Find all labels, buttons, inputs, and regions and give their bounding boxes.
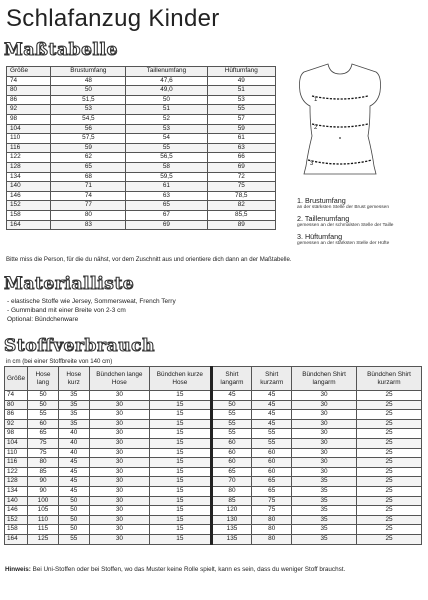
table-cell: 60 bbox=[211, 438, 252, 448]
table-row bbox=[7, 201, 276, 211]
table-row bbox=[7, 86, 276, 96]
table-row bbox=[7, 210, 276, 220]
table-cell: 116 bbox=[5, 458, 28, 468]
table-cell: 57 bbox=[207, 114, 275, 124]
material-item: Optional: Bündchenware bbox=[7, 315, 79, 323]
table-cell: 68 bbox=[51, 172, 126, 182]
table-cell: 30 bbox=[292, 467, 357, 477]
table-row bbox=[5, 477, 422, 487]
table-cell: 51 bbox=[207, 86, 275, 96]
table-cell: 80 bbox=[252, 515, 292, 525]
table-row bbox=[5, 467, 422, 477]
table-cell: 15 bbox=[150, 467, 211, 477]
table-cell: 74 bbox=[5, 391, 28, 401]
table-cell: 45 bbox=[252, 400, 292, 410]
column-header: Hüftumfang bbox=[207, 67, 275, 77]
table-cell: 140 bbox=[7, 182, 51, 192]
table-cell: 25 bbox=[357, 515, 422, 525]
table-cell: 30 bbox=[292, 458, 357, 468]
table-cell: 80 bbox=[7, 86, 51, 96]
table-row bbox=[7, 95, 276, 105]
table-cell: 45 bbox=[58, 467, 89, 477]
stoff-table bbox=[4, 366, 422, 545]
table-cell: 30 bbox=[292, 419, 357, 429]
table-cell: 92 bbox=[7, 105, 51, 115]
table-cell: 15 bbox=[150, 496, 211, 506]
table-cell: 110 bbox=[5, 448, 28, 458]
table-cell: 15 bbox=[150, 515, 211, 525]
column-header: Hose lang bbox=[28, 367, 59, 391]
table-row bbox=[5, 525, 422, 535]
table-cell: 50 bbox=[211, 400, 252, 410]
table-cell: 80 bbox=[51, 210, 126, 220]
legend-huefte-title: 3. Hüftumfang bbox=[297, 232, 343, 241]
table-cell: 54 bbox=[126, 134, 207, 144]
table-cell: 25 bbox=[357, 419, 422, 429]
table-cell: 49 bbox=[207, 76, 275, 86]
table-cell: 60 bbox=[28, 419, 59, 429]
table-cell: 128 bbox=[5, 477, 28, 487]
figure-mark-3: 3 bbox=[310, 161, 314, 167]
table-cell: 25 bbox=[357, 391, 422, 401]
table-cell: 55 bbox=[28, 410, 59, 420]
table-row bbox=[5, 458, 422, 468]
table-cell: 135 bbox=[211, 534, 252, 544]
table-cell: 78,5 bbox=[207, 191, 275, 201]
material-item: - elastische Stoffe wie Jersey, Sommersweat, French Terry bbox=[7, 298, 176, 305]
legend-taille-title: 2. Taillenumfang bbox=[297, 214, 350, 223]
table-cell: 75 bbox=[28, 448, 59, 458]
table-cell: 15 bbox=[150, 486, 211, 496]
table-cell: 48 bbox=[51, 76, 126, 86]
table-cell: 15 bbox=[150, 458, 211, 468]
table-cell: 75 bbox=[207, 182, 275, 192]
page-title: Schlafanzug Kinder bbox=[6, 5, 220, 32]
table-cell: 25 bbox=[357, 534, 422, 544]
legend-brust-title: 1. Brustumfang bbox=[297, 196, 346, 205]
table-cell: 35 bbox=[58, 410, 89, 420]
hint-label: Hinweis: bbox=[5, 566, 31, 573]
table-row bbox=[7, 134, 276, 144]
table-cell: 25 bbox=[357, 458, 422, 468]
table-cell: 56,5 bbox=[126, 153, 207, 163]
table-cell: 59 bbox=[207, 124, 275, 134]
table-cell: 75 bbox=[252, 506, 292, 516]
table-row bbox=[7, 220, 276, 230]
table-cell: 45 bbox=[252, 391, 292, 401]
table-cell: 152 bbox=[7, 201, 51, 211]
column-header: Shirt kurzarm bbox=[252, 367, 292, 391]
table-row bbox=[7, 162, 276, 172]
table-cell: 35 bbox=[292, 515, 357, 525]
table-cell: 69 bbox=[126, 220, 207, 230]
table-cell: 53 bbox=[126, 124, 207, 134]
table-cell: 104 bbox=[7, 124, 51, 134]
table-cell: 60 bbox=[252, 448, 292, 458]
table-cell: 55 bbox=[126, 143, 207, 153]
column-header: Bündchen lange Hose bbox=[89, 367, 149, 391]
table-cell: 15 bbox=[150, 400, 211, 410]
table-cell: 45 bbox=[252, 419, 292, 429]
stoff-heading: Stoffverbrauch bbox=[4, 336, 156, 356]
table-cell: 35 bbox=[292, 477, 357, 487]
table-cell: 60 bbox=[211, 458, 252, 468]
table-cell: 30 bbox=[89, 391, 149, 401]
column-header: Größe bbox=[7, 67, 51, 77]
table-cell: 104 bbox=[5, 438, 28, 448]
table-cell: 80 bbox=[252, 534, 292, 544]
table-cell: 65 bbox=[51, 162, 126, 172]
table-cell: 65 bbox=[252, 486, 292, 496]
table-cell: 40 bbox=[58, 448, 89, 458]
table-cell: 45 bbox=[58, 477, 89, 487]
table-cell: 15 bbox=[150, 534, 211, 544]
table-cell: 55 bbox=[207, 105, 275, 115]
table-cell: 30 bbox=[89, 429, 149, 439]
table-cell: 86 bbox=[7, 95, 51, 105]
table-cell: 15 bbox=[150, 419, 211, 429]
table-cell: 50 bbox=[28, 400, 59, 410]
table-cell: 45 bbox=[58, 486, 89, 496]
table-cell: 55 bbox=[211, 410, 252, 420]
table-cell: 54,5 bbox=[51, 114, 126, 124]
table-cell: 65 bbox=[28, 429, 59, 439]
table-cell: 59 bbox=[51, 143, 126, 153]
table-cell: 25 bbox=[357, 496, 422, 506]
table-cell: 65 bbox=[126, 201, 207, 211]
table-cell: 65 bbox=[252, 477, 292, 487]
table-cell: 85,5 bbox=[207, 210, 275, 220]
table-row bbox=[5, 400, 422, 410]
table-cell: 82 bbox=[207, 201, 275, 211]
table-row bbox=[7, 191, 276, 201]
table-cell: 58 bbox=[126, 162, 207, 172]
table-row bbox=[7, 153, 276, 163]
table-row bbox=[7, 76, 276, 86]
table-cell: 40 bbox=[58, 429, 89, 439]
table-cell: 25 bbox=[357, 438, 422, 448]
table-row bbox=[5, 515, 422, 525]
table-row bbox=[7, 182, 276, 192]
table-row bbox=[5, 534, 422, 544]
table-cell: 35 bbox=[292, 486, 357, 496]
table-cell: 105 bbox=[28, 506, 59, 516]
table-cell: 30 bbox=[89, 400, 149, 410]
table-cell: 30 bbox=[89, 525, 149, 535]
table-cell: 120 bbox=[211, 506, 252, 516]
legend-brust-sub: an der stärksten Stelle der Brust gemessen bbox=[297, 205, 389, 210]
table-cell: 51 bbox=[126, 105, 207, 115]
table-row bbox=[5, 496, 422, 506]
table-cell: 67 bbox=[126, 210, 207, 220]
table-cell: 30 bbox=[292, 438, 357, 448]
table-cell: 15 bbox=[150, 525, 211, 535]
table-row bbox=[5, 391, 422, 401]
table-cell: 30 bbox=[89, 496, 149, 506]
table-cell: 30 bbox=[89, 534, 149, 544]
table-cell: 134 bbox=[7, 172, 51, 182]
table-cell: 25 bbox=[357, 410, 422, 420]
table-cell: 15 bbox=[150, 410, 211, 420]
table-row bbox=[7, 172, 276, 182]
table-cell: 52 bbox=[126, 114, 207, 124]
table-cell: 63 bbox=[126, 191, 207, 201]
table-cell: 92 bbox=[5, 419, 28, 429]
table-cell: 116 bbox=[7, 143, 51, 153]
mass-table bbox=[6, 66, 276, 230]
table-cell: 55 bbox=[252, 429, 292, 439]
table-cell: 25 bbox=[357, 467, 422, 477]
table-cell: 30 bbox=[89, 448, 149, 458]
column-header: Taillenumfang bbox=[126, 67, 207, 77]
table-cell: 56 bbox=[51, 124, 126, 134]
table-row bbox=[5, 448, 422, 458]
table-cell: 30 bbox=[292, 429, 357, 439]
table-cell: 25 bbox=[357, 477, 422, 487]
table-cell: 110 bbox=[28, 515, 59, 525]
table-cell: 30 bbox=[89, 477, 149, 487]
table-cell: 51,5 bbox=[51, 95, 126, 105]
table-cell: 30 bbox=[89, 506, 149, 516]
material-item: - Gummiband mit einer Breite von 2-3 cm bbox=[7, 306, 126, 314]
table-cell: 50 bbox=[28, 391, 59, 401]
table-cell: 35 bbox=[58, 419, 89, 429]
table-cell: 40 bbox=[58, 438, 89, 448]
table-cell: 80 bbox=[211, 486, 252, 496]
table-cell: 50 bbox=[58, 525, 89, 535]
table-cell: 45 bbox=[211, 391, 252, 401]
material-list bbox=[7, 298, 176, 325]
table-cell: 98 bbox=[5, 429, 28, 439]
table-cell: 80 bbox=[28, 458, 59, 468]
table-cell: 50 bbox=[58, 506, 89, 516]
table-cell: 140 bbox=[5, 496, 28, 506]
table-cell: 72 bbox=[207, 172, 275, 182]
table-cell: 49,0 bbox=[126, 86, 207, 96]
table-cell: 75 bbox=[28, 438, 59, 448]
table-cell: 35 bbox=[292, 525, 357, 535]
legend-brust bbox=[297, 196, 389, 211]
body-outline bbox=[300, 64, 381, 174]
table-cell: 50 bbox=[58, 515, 89, 525]
table-cell: 53 bbox=[51, 105, 126, 115]
table-cell: 60 bbox=[211, 448, 252, 458]
legend-taille bbox=[297, 214, 393, 229]
table-cell: 35 bbox=[58, 400, 89, 410]
table-cell: 128 bbox=[7, 162, 51, 172]
stoff-subtitle: in cm (bei einer Stoffbreite von 140 cm) bbox=[6, 358, 113, 365]
table-cell: 30 bbox=[292, 400, 357, 410]
table-cell: 115 bbox=[28, 525, 59, 535]
table-cell: 55 bbox=[211, 419, 252, 429]
table-cell: 89 bbox=[207, 220, 275, 230]
table-cell: 158 bbox=[7, 210, 51, 220]
table-cell: 77 bbox=[51, 201, 126, 211]
table-cell: 122 bbox=[5, 467, 28, 477]
table-cell: 59,5 bbox=[126, 172, 207, 182]
table-cell: 60 bbox=[252, 458, 292, 468]
table-cell: 45 bbox=[252, 410, 292, 420]
table-cell: 62 bbox=[51, 153, 126, 163]
table-cell: 164 bbox=[5, 534, 28, 544]
column-header: Hose kurz bbox=[58, 367, 89, 391]
table-cell: 30 bbox=[89, 467, 149, 477]
table-cell: 55 bbox=[211, 429, 252, 439]
table-cell: 158 bbox=[5, 525, 28, 535]
table-cell: 35 bbox=[292, 506, 357, 516]
table-cell: 74 bbox=[7, 76, 51, 86]
table-cell: 85 bbox=[28, 467, 59, 477]
table-cell: 75 bbox=[252, 496, 292, 506]
table-cell: 35 bbox=[58, 391, 89, 401]
table-cell: 30 bbox=[89, 419, 149, 429]
figure-mark-1: 1 bbox=[314, 97, 318, 103]
column-header: Shirt langarm bbox=[211, 367, 252, 391]
table-cell: 90 bbox=[28, 486, 59, 496]
legend-taille-sub: gemessen an der schmalsten Stelle der Taille bbox=[297, 223, 394, 228]
table-cell: 30 bbox=[292, 391, 357, 401]
table-cell: 25 bbox=[357, 400, 422, 410]
table-cell: 50 bbox=[58, 496, 89, 506]
legend-huefte-sub: gemessen an der stärksten Stelle der Hüfte bbox=[297, 241, 390, 246]
table-row bbox=[7, 143, 276, 153]
table-cell: 152 bbox=[5, 515, 28, 525]
table-cell: 15 bbox=[150, 448, 211, 458]
table-cell: 15 bbox=[150, 506, 211, 516]
table-cell: 35 bbox=[292, 534, 357, 544]
table-cell: 60 bbox=[252, 467, 292, 477]
table-cell: 66 bbox=[207, 153, 275, 163]
table-row bbox=[7, 105, 276, 115]
table-cell: 61 bbox=[126, 182, 207, 192]
table-cell: 85 bbox=[211, 496, 252, 506]
body-measurement-figure bbox=[290, 62, 390, 192]
table-cell: 15 bbox=[150, 429, 211, 439]
table-cell: 61 bbox=[207, 134, 275, 144]
table-row bbox=[5, 438, 422, 448]
table-cell: 135 bbox=[211, 525, 252, 535]
table-cell: 15 bbox=[150, 391, 211, 401]
table-cell: 25 bbox=[357, 448, 422, 458]
table-cell: 80 bbox=[5, 400, 28, 410]
table-cell: 53 bbox=[207, 95, 275, 105]
table-cell: 83 bbox=[51, 220, 126, 230]
table-row bbox=[5, 429, 422, 439]
column-header: Bündchen kurze Hose bbox=[150, 367, 211, 391]
table-cell: 122 bbox=[7, 153, 51, 163]
table-cell: 146 bbox=[7, 191, 51, 201]
table-cell: 30 bbox=[89, 410, 149, 420]
table-cell: 50 bbox=[126, 95, 207, 105]
table-cell: 74 bbox=[51, 191, 126, 201]
table-cell: 146 bbox=[5, 506, 28, 516]
table-cell: 25 bbox=[357, 525, 422, 535]
table-cell: 80 bbox=[252, 525, 292, 535]
table-cell: 63 bbox=[207, 143, 275, 153]
column-header: Größe bbox=[5, 367, 28, 391]
table-cell: 100 bbox=[28, 496, 59, 506]
figure-mark-2: 2 bbox=[314, 125, 318, 131]
table-cell: 110 bbox=[7, 134, 51, 144]
table-cell: 164 bbox=[7, 220, 51, 230]
table-cell: 47,6 bbox=[126, 76, 207, 86]
table-cell: 71 bbox=[51, 182, 126, 192]
table-cell: 30 bbox=[89, 486, 149, 496]
table-cell: 130 bbox=[211, 515, 252, 525]
table-cell: 35 bbox=[292, 496, 357, 506]
table-cell: 30 bbox=[292, 410, 357, 420]
table-cell: 45 bbox=[58, 458, 89, 468]
mass-heading: Maßtabelle bbox=[4, 40, 119, 60]
table-cell: 25 bbox=[357, 486, 422, 496]
table-cell: 15 bbox=[150, 438, 211, 448]
table-cell: 30 bbox=[89, 458, 149, 468]
column-header: Bündchen Shirt langarm bbox=[292, 367, 357, 391]
table-cell: 69 bbox=[207, 162, 275, 172]
table-cell: 30 bbox=[89, 438, 149, 448]
table-row bbox=[5, 506, 422, 516]
column-header: Bündchen Shirt kurzarm bbox=[357, 367, 422, 391]
table-cell: 70 bbox=[211, 477, 252, 487]
mass-note: Bitte miss die Person, für die du nähst, vor dem Zuschnitt aus und orientiere dich dann an der Maßtabelle. bbox=[6, 256, 292, 263]
table-cell: 25 bbox=[357, 506, 422, 516]
table-cell: 90 bbox=[28, 477, 59, 487]
table-cell: 25 bbox=[357, 429, 422, 439]
table-cell: 55 bbox=[58, 534, 89, 544]
column-header: Brustumfang bbox=[51, 67, 126, 77]
hint-text: Bei Uni-Stoffen oder bei Stoffen, wo das Muster keine Rolle spielt, kann es sein, dass du weniger Stoff brauchst. bbox=[32, 566, 346, 573]
table-cell: 86 bbox=[5, 410, 28, 420]
table-cell: 50 bbox=[51, 86, 126, 96]
table-cell: 55 bbox=[252, 438, 292, 448]
table-row bbox=[7, 114, 276, 124]
table-row bbox=[5, 419, 422, 429]
hint bbox=[5, 566, 345, 573]
table-cell: 57,5 bbox=[51, 134, 126, 144]
table-cell: 15 bbox=[150, 477, 211, 487]
table-cell: 125 bbox=[28, 534, 59, 544]
table-cell: 98 bbox=[7, 114, 51, 124]
legend-huefte bbox=[297, 232, 389, 247]
table-cell: 134 bbox=[5, 486, 28, 496]
table-cell: 65 bbox=[211, 467, 252, 477]
table-row bbox=[5, 486, 422, 496]
table-cell: 30 bbox=[292, 448, 357, 458]
table-cell: 30 bbox=[89, 515, 149, 525]
table-row bbox=[5, 410, 422, 420]
material-heading: Materialliste bbox=[4, 274, 135, 294]
table-row bbox=[7, 124, 276, 134]
